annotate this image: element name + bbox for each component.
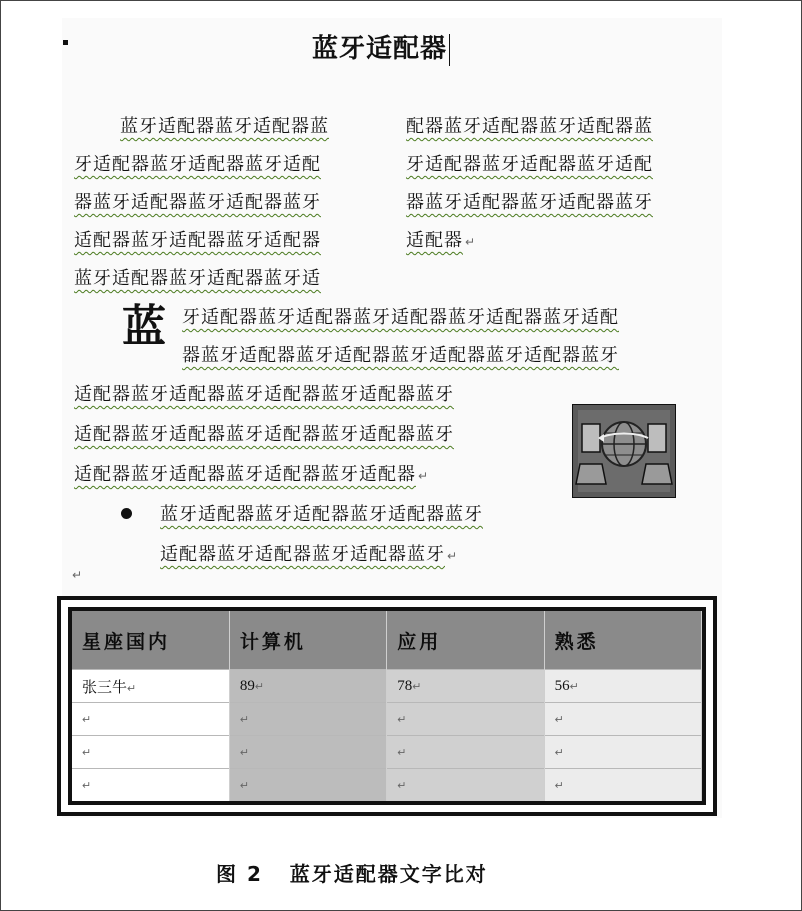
wrap-line: 适配器蓝牙适配器蓝牙适配器蓝牙适配器蓝牙 [74,424,454,445]
table-cell[interactable] [387,769,544,802]
score-table-inner [68,607,706,805]
table-header-row [72,611,702,670]
text-cursor [449,34,450,66]
dropcap-line: 牙适配器蓝牙适配器蓝牙适配器蓝牙适配器蓝牙适配 [182,307,619,328]
paragraph-mark: ↵ [447,549,458,563]
paragraph-mark: ↵ [72,568,83,582]
left-column-line: 蓝牙适配器蓝牙适配器蓝牙适 [74,268,321,289]
cell-end-mark: ↵ [127,682,137,695]
cell-end-mark: ↵ [239,779,250,792]
left-column-line: 器蓝牙适配器蓝牙适配器蓝牙 [74,192,321,213]
table-cell[interactable] [387,736,544,769]
bullet-line: 蓝牙适配器蓝牙适配器蓝牙适配器蓝牙 [160,504,483,525]
paragraph-mark: ↵ [465,235,476,249]
cell-end-mark: ↵ [82,746,92,759]
drop-cap: 蓝 [122,301,166,352]
cell-end-mark: ↵ [239,713,250,726]
cell-end-mark: ↵ [397,746,407,759]
cell-text: 张三牛 [82,679,128,696]
cell-end-mark: ↵ [239,746,250,759]
globe-network-icon[interactable] [572,404,676,498]
cell-end-mark: ↵ [82,779,92,792]
cell-text: 78 [397,677,413,694]
cell-end-mark: ↵ [82,713,92,726]
table-cell[interactable] [387,670,544,703]
right-column-end [406,226,475,252]
table-cell[interactable] [544,703,701,736]
bullet-line: 适配器蓝牙适配器蓝牙适配器蓝牙 [160,544,445,565]
table-cell[interactable] [229,670,386,703]
table-cell[interactable] [72,670,229,703]
cell-end-mark: ↵ [569,680,579,693]
table-row [72,769,702,802]
left-column-line: 适配器蓝牙适配器蓝牙适配器 [74,230,321,251]
page-title[interactable] [312,28,450,66]
score-table [57,596,717,816]
score-grid [72,611,702,801]
header-cell[interactable]: 熟悉 [544,611,701,670]
cell-end-mark: ↵ [554,746,564,759]
bullet-line-end [160,540,457,566]
cell-end-mark: ↵ [554,779,564,792]
table-cell[interactable] [72,736,229,769]
cell-end-mark: ↵ [397,779,407,792]
left-column-line: 牙适配器蓝牙适配器蓝牙适配 [74,154,321,175]
table-cell[interactable] [72,703,229,736]
table-cell[interactable] [229,769,386,802]
table-cell[interactable] [544,769,701,802]
cell-end-mark: ↵ [412,680,422,693]
cell-text: 89 [239,677,255,694]
dropcap-line: 器蓝牙适配器蓝牙适配器蓝牙适配器蓝牙适配器蓝牙 [182,345,619,366]
cell-end-mark: ↵ [254,680,265,693]
bullet-icon [121,508,132,519]
wrap-line: 适配器蓝牙适配器蓝牙适配器蓝牙适配器 [74,464,416,485]
wrap-line-end [74,460,428,486]
right-column-line: 器蓝牙适配器蓝牙适配器蓝牙 [406,192,653,213]
title-text: 蓝牙适配器 [312,34,448,64]
table-cell[interactable] [72,769,229,802]
table-row [72,736,702,769]
table-cell[interactable] [229,736,386,769]
cell-end-mark: ↵ [554,713,564,726]
table-row [72,703,702,736]
table-cell[interactable] [544,670,701,703]
header-cell[interactable]: 星座国内 [72,611,229,670]
cell-text: 56 [554,677,570,694]
anchor-marker-icon [63,40,68,45]
right-column-line: 适配器 [406,230,463,251]
paragraph-mark: ↵ [418,469,429,483]
left-column-line: 蓝牙适配器蓝牙适配器蓝 [120,116,329,137]
header-cell[interactable]: 计算机 [229,611,386,670]
header-cell[interactable]: 应用 [387,611,544,670]
table-cell[interactable] [229,703,386,736]
table-cell[interactable] [387,703,544,736]
cell-end-mark: ↵ [397,713,407,726]
table-row [72,670,702,703]
figure-caption: 图 2 蓝牙适配器文字比对 [216,862,488,886]
right-column-line: 牙适配器蓝牙适配器蓝牙适配 [406,154,653,175]
table-cell[interactable] [544,736,701,769]
right-column-line: 配器蓝牙适配器蓝牙适配器蓝 [406,116,653,137]
wrap-line: 适配器蓝牙适配器蓝牙适配器蓝牙适配器蓝牙 [74,384,454,405]
